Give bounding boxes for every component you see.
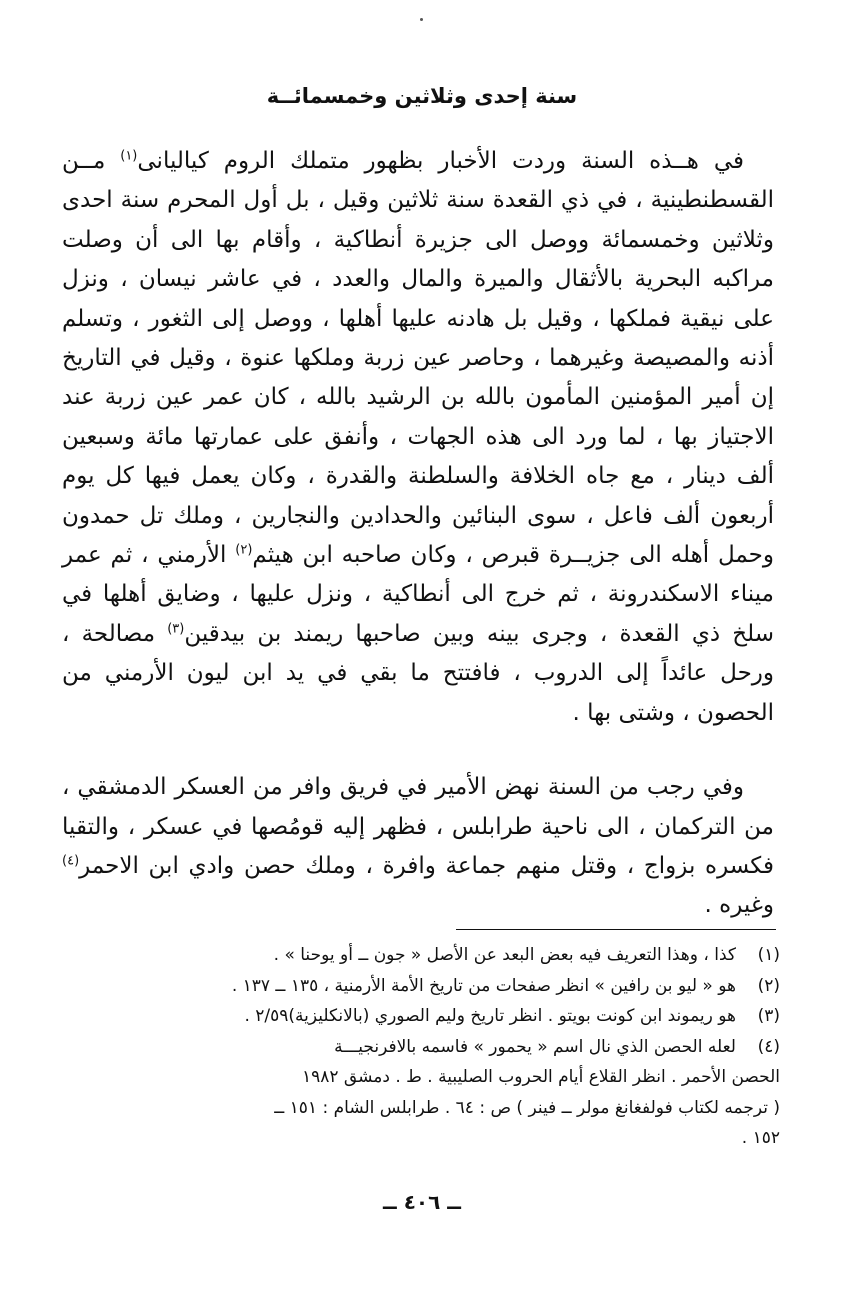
p1-text-d: مصالحة ، ورحل عائداً إلى الدروب ، فافتتح ما بقي في يد ابن ليون الأرمني من الحصون ، وشتى بها .: [62, 620, 774, 726]
ink-speck: [420, 18, 423, 21]
footnote-4-line-2: الحصن الأحمر . انظر القلاع أيام الحروب الصليبية . ط . دمشق ١٩٨٢: [302, 1067, 780, 1087]
footnote-divider: [456, 929, 776, 930]
footnote-1: [60, 940, 780, 971]
footnote-text: لعله الحصن الذي نال اسم « يحمور » فاسمه بالافرنجيـــة: [334, 1036, 736, 1057]
footnote-4-line-4: ١٥٢ .: [741, 1128, 780, 1148]
p2-text-a: وفي رجب من السنة نهض الأمير في فريق وافر من العسكر الدمشقي ، من التركمان ، الى ناحية طرابلس ، فظهر إليه قومُصها في عسكر ، والتقيا فكسره بزواج ، وقتل منهم جماعة وافرة ، وملك حصن وادي ابن الاحمر: [62, 774, 774, 879]
footnote-3: [60, 1001, 780, 1032]
footnotes: [60, 940, 780, 1154]
paragraph-2: [62, 768, 774, 926]
footnote-number: (٣): [757, 1006, 780, 1026]
footnote-text: هو « ليو بن رافين » انظر صفحات من تاريخ الأمة الأرمنية ، ١٣٥ ــ ١٣٧ .: [231, 975, 736, 996]
footnote-text: هو ريموند ابن كونت بويتو . انظر تاريخ وليم الصوري (بالانكليزية)٢/٥٩ .: [244, 1006, 736, 1026]
p1-text-b: مــن القسطنطينية ، في ذي القعدة سنة ثلاثين وقيل ، بل أول المحرم سنة احدى وثلاثين وخمسمائة ووصل الى جزيرة أنطاكية ، وأقام بها الى أن وصلت مراكبه البحرية بالأثقال والميرة والمال والعدد ، في عاشر نيسان ، ونزل على نيقية فملكها ، وقيل بل هادنه عليها أهلها ، ووصل إلى الثغور ، وتسلم أذنه والمصيصة وغيرهما ، وحاصر عين زربة وملكها عنوة ، وقيل في التاريخ إن أمير المؤمنين المأمون بالله بن الرشيد بالله ، كان عمر عين زربة عند الاجتياز بها ، لما ورد الى هذه الجهات ، وأنفق على عمارتها مائة وسبعين ألف دينار ، مع جاه الخلافة والسلطنة والقدرة ، وكان يعمل فيها كل يوم أربعون ألف فاعل ، سوى البنائين والحدادين والنجارين ، وملك تل حمدون وحمل أهله الى جزيــرة قبرص ، وكان صاحبه ابن هيثم: [62, 148, 774, 569]
page-number: ــ ٤٠٦ ــ: [383, 1190, 461, 1214]
footnote-ref-2[interactable]: (٢): [235, 542, 253, 558]
main-text: [62, 142, 774, 926]
footnote-4-line-3: ( ترجمه لكتاب فولفغانغ مولر ــ فينر ) ص : ٦٤ . طرابلس الشام : ١٥١ ــ: [274, 1097, 780, 1118]
running-header: سنة إحدى وثلاثين وخمسمائــة: [266, 84, 578, 108]
footnote-ref-1[interactable]: (١): [120, 148, 138, 164]
p1-text-c: الأرمني ، ثم عمر ميناء الاسكندرونة ، ثم خرج الى أنطاكية ، ونزل عليها ، وضايق أهلها في سلخ ذي القعدة ، وجرى بينه وبين صاحبها ريمند بن بيدقين: [62, 542, 774, 647]
footnote-number: (١): [757, 945, 780, 965]
paragraph-1: [62, 142, 774, 733]
footnote-ref-4[interactable]: (٤): [62, 853, 80, 869]
p2-text-b: وغيره .: [704, 892, 774, 919]
footnote-number: (٤): [757, 1036, 780, 1057]
footnote-2: [60, 971, 780, 1002]
footnote-ref-3[interactable]: (٣): [167, 621, 185, 637]
footnote-4: [60, 1032, 780, 1063]
footnote-text: كذا ، وهذا التعريف فيه بعض البعد عن الأصل « جون ــ أو يوحنا » .: [273, 945, 736, 965]
footnote-number: (٢): [757, 975, 780, 996]
p1-text-a: في هــذه السنة وردت الأخبار بظهور متملك الروم كياليانى: [137, 148, 744, 174]
